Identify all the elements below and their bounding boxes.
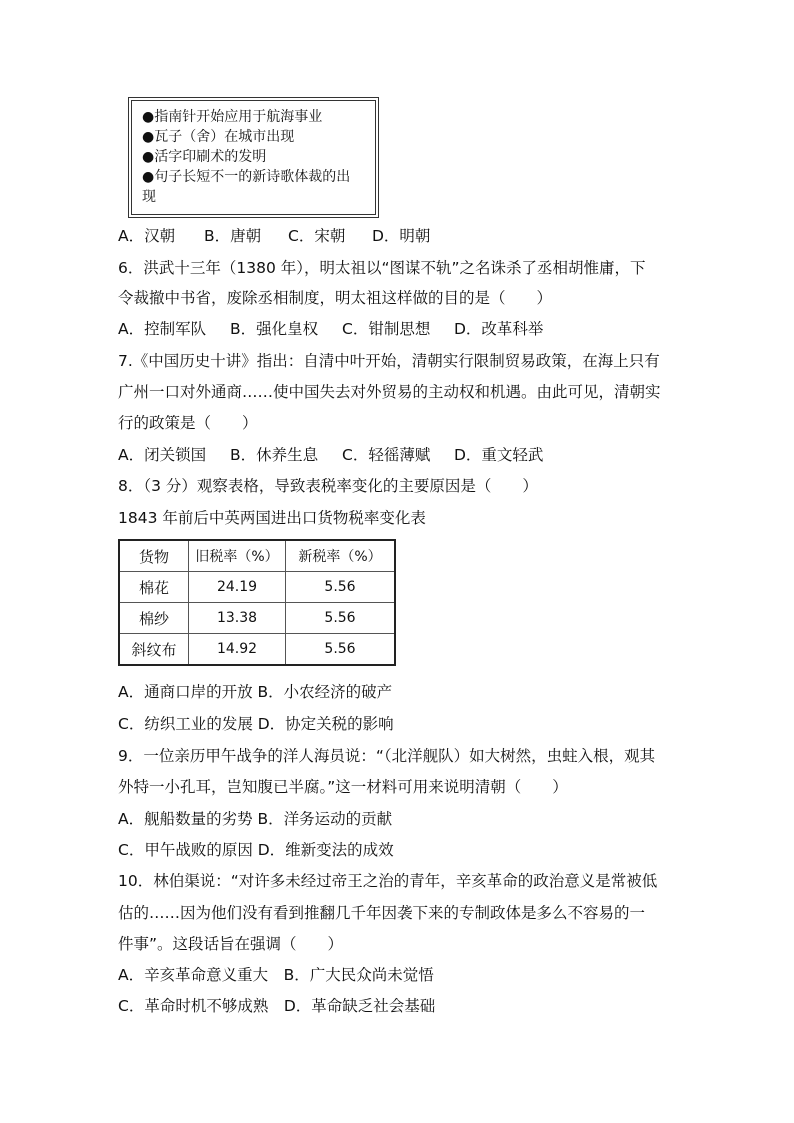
q8-options-line[interactable]: A．通商口岸的开放 B．小农经济的破产 [118, 683, 393, 701]
table-cell: 棉花 [119, 572, 189, 603]
q7-option-a[interactable]: A．闭关锁国 [118, 446, 207, 464]
q10-stem-line: 估的……因为他们没有看到推翻几千年因袭下来的专制政体是多么不容易的一 [118, 904, 646, 922]
q5-option-b[interactable]: B．唐朝 [204, 227, 262, 245]
table-cell: 13.38 [189, 603, 286, 634]
q8-table-title: 1843 年前后中英两国进出口货物税率变化表 [118, 509, 426, 527]
q6-stem-line: 6．洪武十三年（1380 年），明太祖以“图谋不轨”之名诛杀了丞相胡惟庸，下 [118, 259, 646, 277]
q8-options-line[interactable]: C．纺织工业的发展 D．协定关税的影响 [118, 715, 394, 733]
material-item: ●指南针开始应用于航海事业 [142, 109, 323, 125]
q6-option-b[interactable]: B．强化皇权 [230, 320, 319, 338]
table-cell: 5.56 [286, 634, 396, 666]
material-box [128, 97, 379, 218]
q9-options-line[interactable]: C．甲午战败的原因 D．维新变法的成效 [118, 841, 394, 859]
q9-options-line[interactable]: A．舰船数量的劣势 B．洋务运动的贡献 [118, 810, 393, 828]
tax-rate-table [118, 539, 396, 666]
q9-stem-line: 外特一小孔耳，岂知腹已半腐。”这一材料可用来说明清朝（ ） [118, 778, 568, 796]
q7-stem-line: 广州一口对外通商……使中国失去对外贸易的主动权和机遇。由此可见，清朝实 [118, 383, 661, 401]
table-header-cell: 旧税率（%） [189, 540, 286, 572]
table-row [119, 634, 395, 666]
table-cell: 24.19 [189, 572, 286, 603]
q8-stem-line: 8．（3 分）观察表格，导致表税率变化的主要原因是（ ） [118, 477, 538, 495]
table-row [119, 572, 395, 603]
q7-stem-line: 行的政策是（ ） [118, 414, 258, 432]
material-item: ●句子长短不一的新诗歌体裁的出 [142, 169, 351, 185]
q10-stem-line: 件事”。这段话旨在强调（ ） [118, 935, 344, 953]
q7-option-b[interactable]: B．休养生息 [230, 446, 319, 464]
q6-options [118, 319, 543, 339]
table-cell: 斜纹布 [119, 634, 189, 666]
table-row [119, 603, 395, 634]
q9-stem-line: 9．一位亲历甲午战争的洋人海员说：“（北洋舰队）如大树然，虫蛀入根，观其 [118, 747, 656, 765]
table-cell: 14.92 [189, 634, 286, 666]
q5-option-c[interactable]: C．宋朝 [288, 227, 346, 245]
table-header-cell: 新税率（%） [286, 540, 396, 572]
q10-options-line[interactable]: A．辛亥革命意义重大 B．广大民众尚未觉悟 [118, 966, 434, 984]
q10-options-line[interactable]: C．革命时机不够成熟 D．革命缺乏社会基础 [118, 997, 436, 1015]
material-box-inner [131, 100, 376, 215]
table-cell: 5.56 [286, 603, 396, 634]
q7-options [118, 445, 543, 465]
q6-option-d[interactable]: D．改革科举 [454, 320, 544, 338]
material-item: 现 [142, 189, 156, 205]
table-header-cell: 货物 [119, 540, 189, 572]
material-item: ●活字印刷术的发明 [142, 149, 267, 165]
q6-option-a[interactable]: A．控制军队 [118, 320, 207, 338]
q5-options [118, 226, 430, 246]
q10-stem-line: 10．林伯渠说：“对许多未经过帝王之治的青年，辛亥革命的政治意义是常被低 [118, 872, 658, 890]
q7-option-c[interactable]: C．轻徭薄赋 [342, 446, 431, 464]
table-cell: 棉纱 [119, 603, 189, 634]
q7-stem-line: 7.《中国历史十讲》指出：自清中叶开始，清朝实行限制贸易政策，在海上只有 [118, 352, 660, 370]
q7-option-d[interactable]: D．重文轻武 [454, 446, 544, 464]
q6-stem-line: 令裁撤中书省，废除丞相制度，明太祖这样做的目的是（ ） [118, 289, 553, 307]
q5-option-a[interactable]: A．汉朝 [118, 227, 176, 245]
table-cell: 5.56 [286, 572, 396, 603]
table-header-row [119, 540, 395, 572]
q6-option-c[interactable]: C．钳制思想 [342, 320, 431, 338]
q5-option-d[interactable]: D．明朝 [372, 227, 431, 245]
material-item: ●瓦子（舍）在城市出现 [142, 129, 295, 145]
